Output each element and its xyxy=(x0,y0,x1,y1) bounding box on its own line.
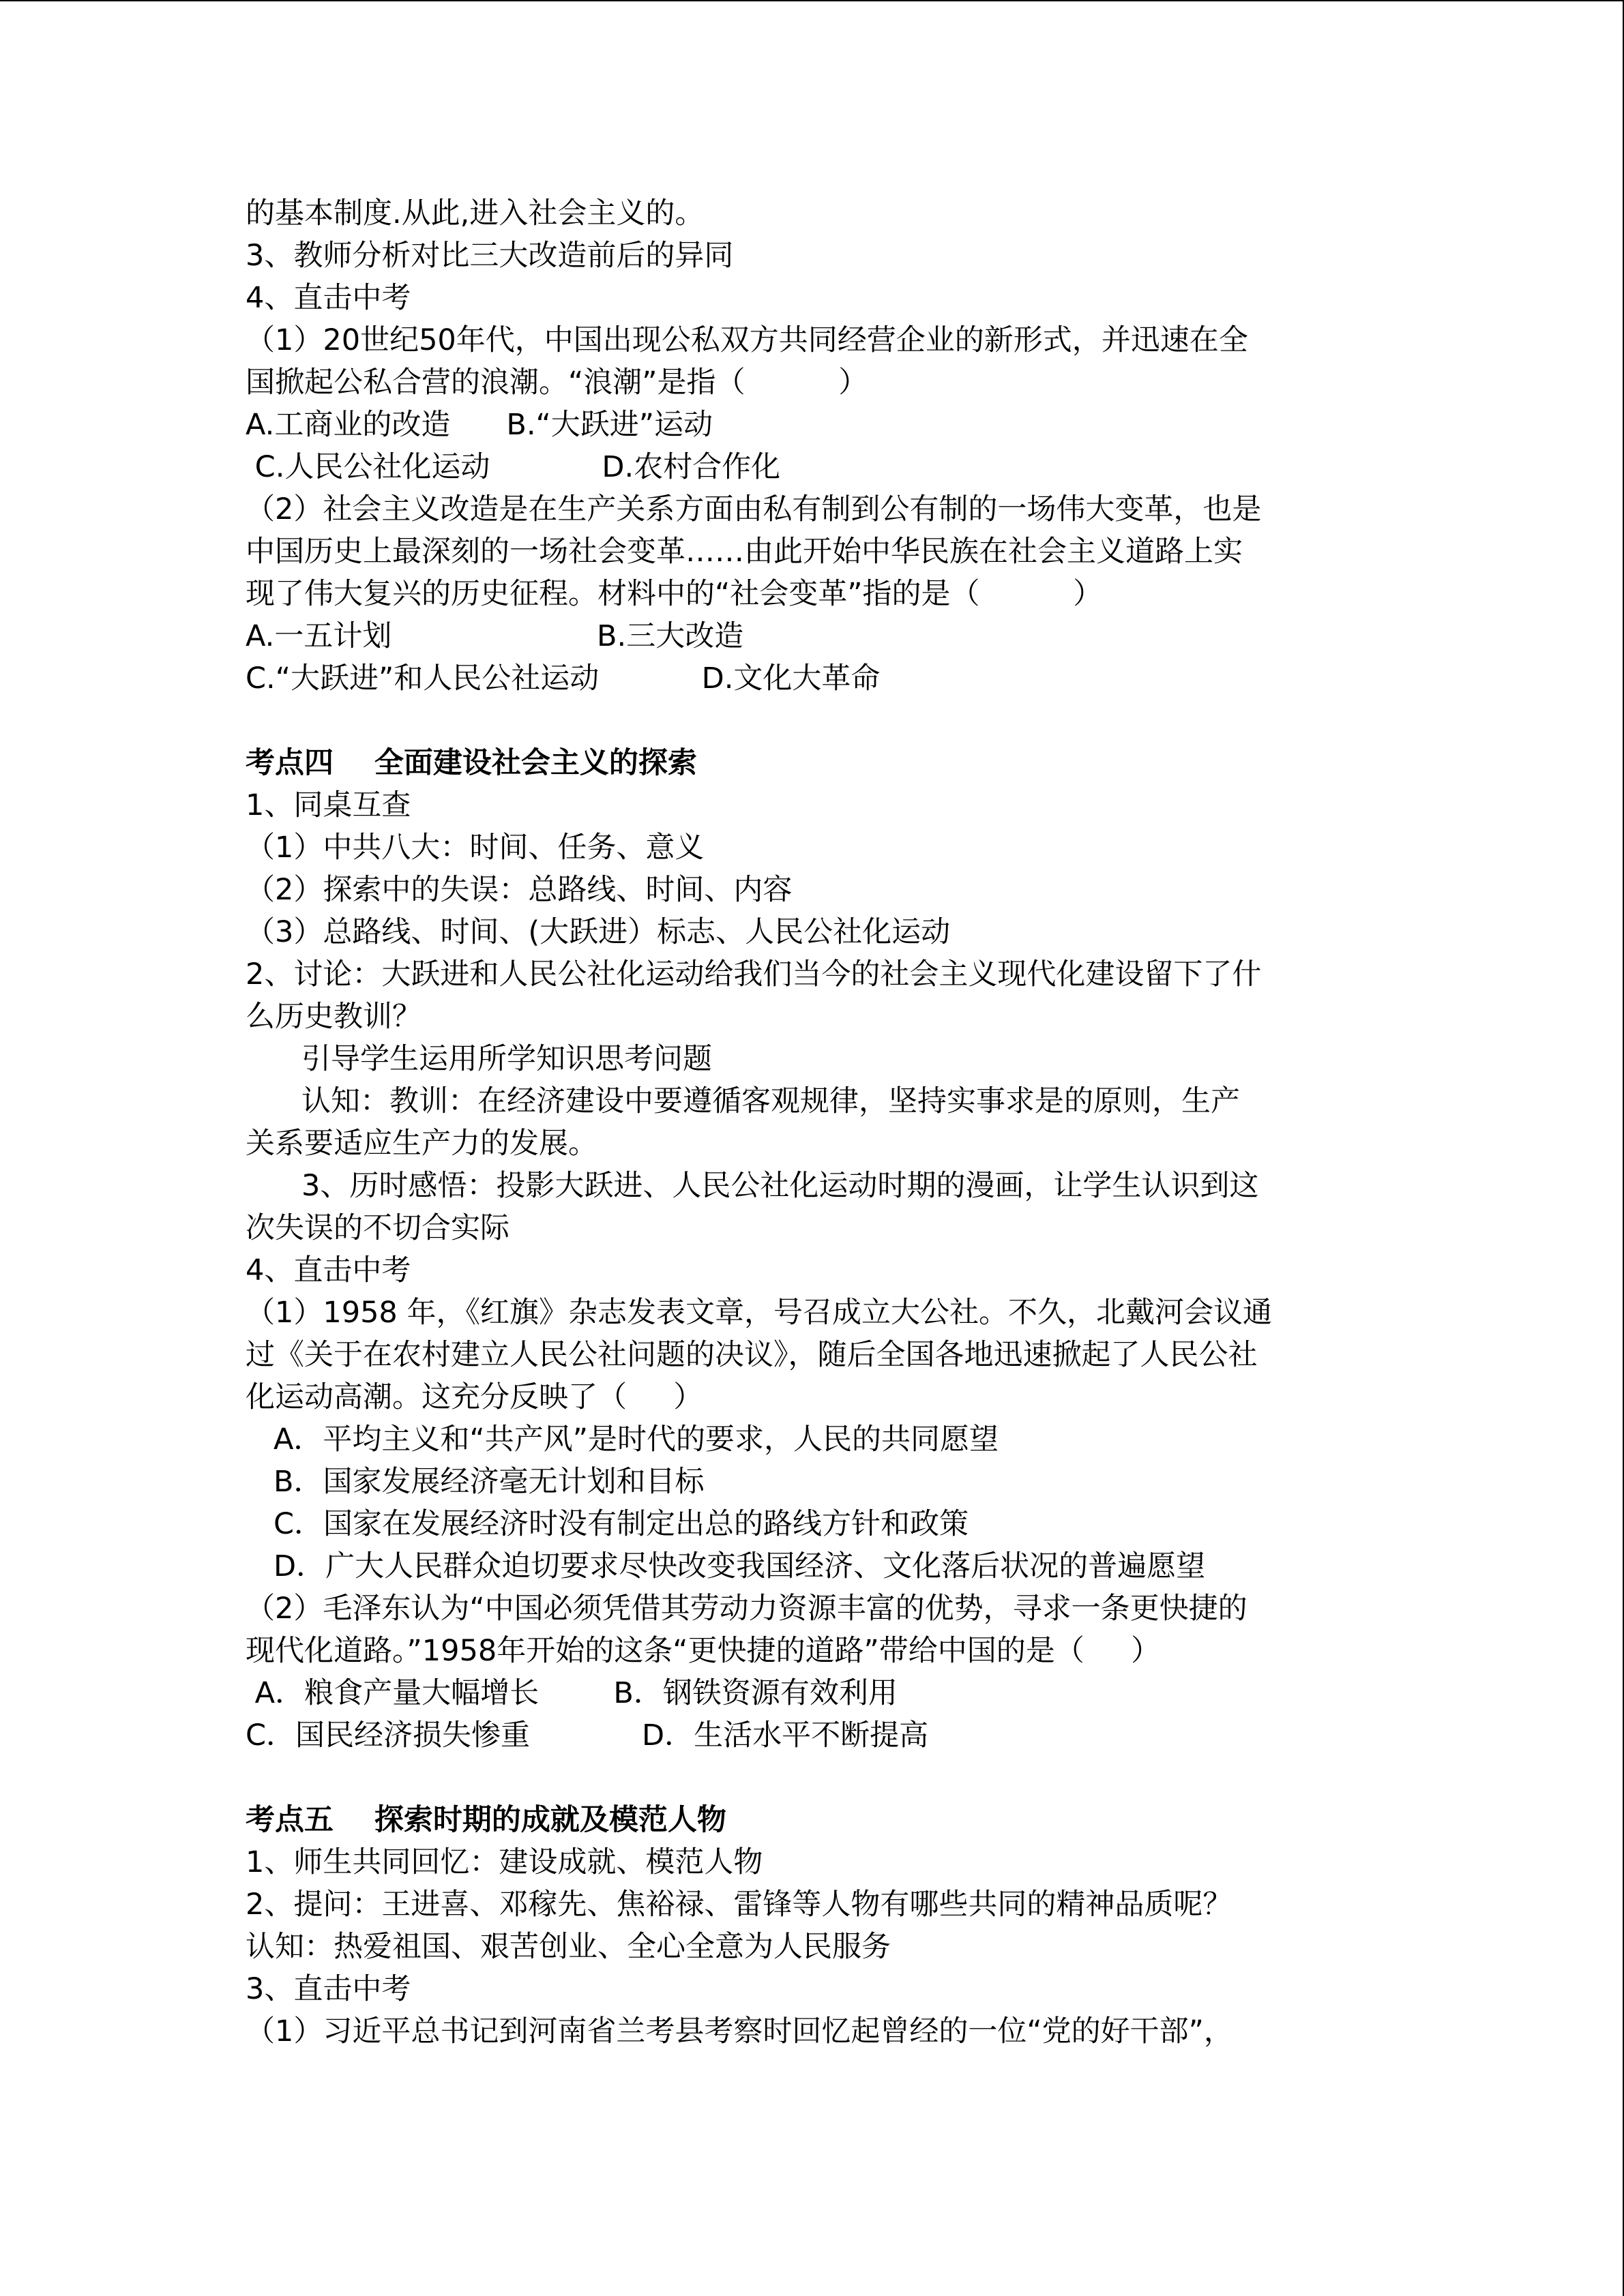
document-body xyxy=(246,192,1385,2053)
question-1-line: 过《关于在农村建立人民公社问题的决议》，随后全国各地迅速掀起了人民公社 xyxy=(246,1338,1258,1372)
option-line: C.人民公社化运动 D.农村合作化 xyxy=(246,450,781,484)
text-line: 1、同桌互查 xyxy=(246,788,411,822)
option-line: C.“大跃进”和人民公社运动 D.文化大革命 xyxy=(246,661,881,696)
question-2-line: （2）社会主义改造是在生产关系方面由私有制到公有制的一场伟大变革，也是 xyxy=(246,492,1262,526)
text-line: 3、历时感悟：投影大跃进、人民公社化运动时期的漫画，让学生认识到这 xyxy=(246,1169,1259,1203)
question-2-line: 现代化道路。”1958年开始的这条“更快捷的道路”带给中国的是（ ） xyxy=(246,1634,1161,1668)
text-line: 3、直击中考 xyxy=(246,1972,411,2006)
text-line: 1、师生共同回忆：建设成就、模范人物 xyxy=(246,1845,763,1879)
text-line: （1）中共八大：时间、任务、意义 xyxy=(246,831,705,865)
text-line: 么历史教训？ xyxy=(246,1000,422,1034)
section-heading-4: 考点四 全面建设社会主义的探索 xyxy=(246,746,697,780)
section-heading-5: 考点五 探索时期的成就及模范人物 xyxy=(246,1803,726,1837)
option-line: D．广大人民群众迫切要求尽快改变我国经济、文化落后状况的普遍愿望 xyxy=(246,1549,1206,1583)
question-2-line: 现了伟大复兴的历史征程。材料中的“社会变革”指的是（ ） xyxy=(246,577,1103,611)
text-line: （3）总路线、时间、(大跃进）标志、人民公社化运动 xyxy=(246,915,951,949)
option-line: A.工商业的改造 B.“大跃进”运动 xyxy=(246,408,713,442)
text-line: 3、教师分析对比三大改造前后的异同 xyxy=(246,239,734,273)
text-line: 2、提问：王进喜、邓稼先、焦裕禄、雷锋等人物有哪些共同的精神品质呢？ xyxy=(246,1888,1232,1922)
question-1-line: （1）1958 年，《红旗》杂志发表文章，号召成立大公社。不久，北戴河会议通 xyxy=(246,1296,1272,1330)
option-line: A．平均主义和“共产风”是时代的要求，人民的共同愿望 xyxy=(246,1422,999,1457)
question-1-line: （1）20世纪50年代，中国出现公私双方共同经营企业的新形式，并迅速在全 xyxy=(246,323,1248,357)
text-line: 认知：热爱祖国、艰苦创业、全心全意为人民服务 xyxy=(246,1930,891,1964)
option-line: B．国家发展经济毫无计划和目标 xyxy=(246,1465,705,1499)
option-line: C．国民经济损失惨重 D．生活水平不断提高 xyxy=(246,1718,929,1753)
question-1-line: （1）习近平总书记到河南省兰考县考察时回忆起曾经的一位“党的好干部”， xyxy=(246,2014,1233,2048)
text-line: 4、直击中考 xyxy=(246,1253,411,1287)
question-2-line: （2）毛泽东认为“中国必须凭借其劳动力资源丰富的优势，寻求一条更快捷的 xyxy=(246,1592,1247,1626)
text-line: 引导学生运用所学知识思考问题 xyxy=(246,1042,713,1076)
section-gap xyxy=(246,1757,1385,1799)
text-line: 关系要适应生产力的发展。 xyxy=(246,1127,597,1161)
option-line: A.一五计划 B.三大改造 xyxy=(246,619,744,653)
option-line: A．粮食产量大幅增长 B．钢铁资源有效利用 xyxy=(246,1676,898,1710)
text-line: 的基本制度.从此,进入社会主义的。 xyxy=(246,196,705,230)
question-1-line: 化运动高潮。这充分反映了（ ） xyxy=(246,1380,703,1414)
text-line: 次失误的不切合实际 xyxy=(246,1211,510,1245)
question-2-line: 中国历史上最深刻的一场社会变革……由此开始中华民族在社会主义道路上实 xyxy=(246,535,1243,569)
question-1-line: 国掀起公私合营的浪潮。“浪潮”是指（ ） xyxy=(246,366,868,400)
text-line: （2）探索中的失误：总路线、时间、内容 xyxy=(246,873,793,907)
text-line: 4、直击中考 xyxy=(246,281,411,315)
option-line: C．国家在发展经济时没有制定出总的路线方针和政策 xyxy=(246,1507,969,1541)
section-gap xyxy=(246,700,1385,742)
text-line: 2、讨论：大跃进和人民公社化运动给我们当今的社会主义现代化建设留下了什 xyxy=(246,957,1262,992)
text-line: 认知：教训：在经济建设中要遵循客观规律，坚持实事求是的原则，生产 xyxy=(246,1084,1241,1118)
